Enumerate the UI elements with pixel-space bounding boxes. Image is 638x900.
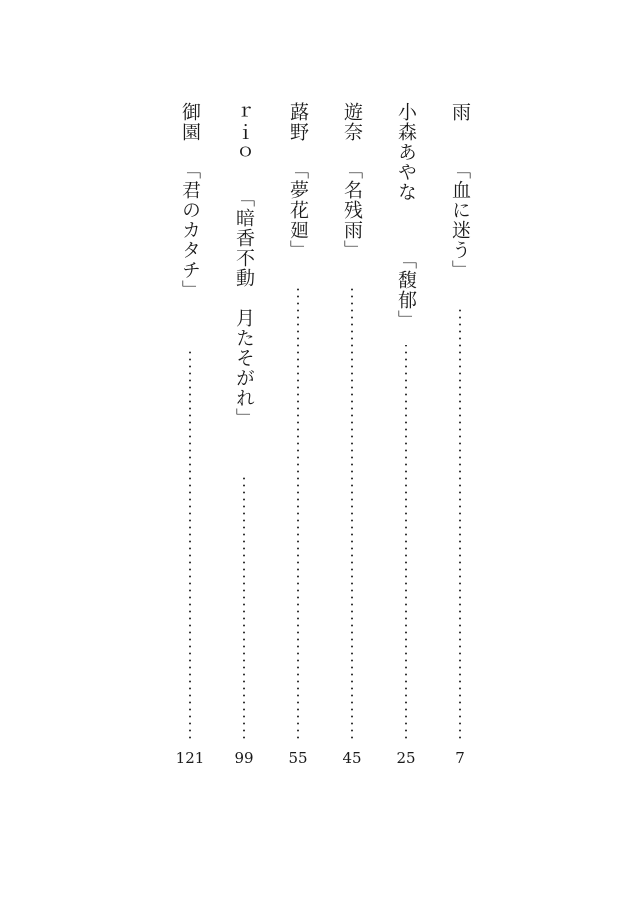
work-title: 「血に迷う」 — [449, 160, 471, 280]
author-name: 遊奈 — [341, 102, 363, 142]
dot-leader — [297, 288, 299, 741]
page-number: 55 — [288, 749, 308, 767]
toc-entry — [229, 102, 259, 767]
author-name: 蕗野 — [287, 102, 309, 142]
dot-leader — [405, 345, 407, 741]
page-number: 45 — [342, 749, 362, 767]
author-name: 雨 — [449, 102, 471, 122]
page-number: 25 — [396, 749, 416, 767]
toc-entry — [337, 102, 367, 767]
work-title: 「暗香不動 月たそがれ」 — [233, 188, 255, 428]
page-number: 121 — [175, 749, 205, 767]
author-name: 御園 — [179, 102, 201, 142]
work-title: 「馥郁」 — [395, 250, 417, 330]
toc-entry — [445, 102, 475, 767]
dot-leader — [189, 348, 191, 741]
dot-leader — [459, 307, 461, 741]
toc-entry — [391, 102, 421, 767]
dot-leader — [351, 288, 353, 741]
author-name: ｒｉｏ — [233, 102, 255, 162]
toc-entry — [175, 102, 205, 767]
page-number: 7 — [455, 749, 465, 767]
work-title: 「夢花廻」 — [287, 160, 309, 260]
work-title: 「名残雨」 — [341, 160, 363, 260]
dot-leader — [243, 474, 245, 741]
work-title: 「君のカタチ」 — [179, 160, 201, 300]
toc-entry — [283, 102, 313, 767]
page-number: 99 — [234, 749, 254, 767]
author-name: 小森あやな — [395, 102, 417, 202]
